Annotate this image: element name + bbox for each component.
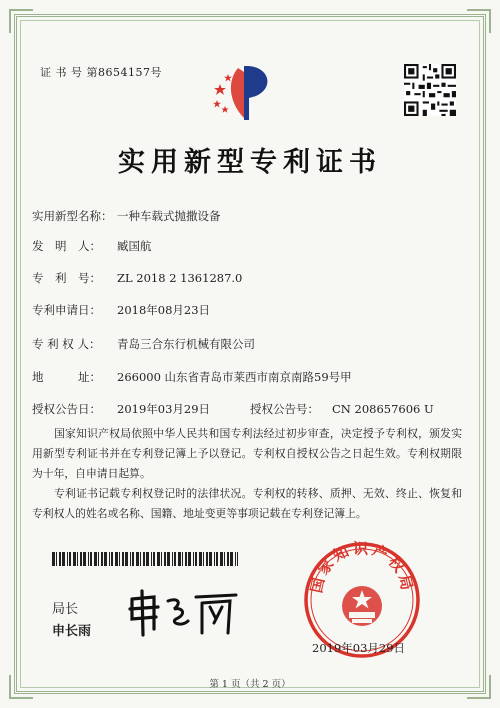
patent-number-value: ZL 2018 2 1361287.0 [117,271,243,285]
seal-date: 2019年03月29日 [312,641,406,655]
address-row [32,369,352,385]
certificate-body [32,424,462,524]
patent-number-label: 专 利 号： [32,271,101,285]
filing-date-label: 专利申请日： [32,303,101,317]
director-title: 局长 [52,602,79,617]
inventor-row [32,238,152,254]
certificate-number: 证 书 号 第8654157号 [40,66,162,79]
body-paragraph-1: 国家知识产权局依照中华人民共和国专利法经过初步审查，决定授予专利权，颁发实用新型专利证书并在专利登记簿上予以登记。专利权自授权公告之日起生效。专利权期限为十年，自申请日起算。 [32,427,462,480]
body-paragraph-2: 专利证书记载专利权登记时的法律状况。专利权的转移、质押、无效、终止、恢复和专利权人的姓名或名称、国籍、地址变更等事项记载在专利登记簿上。 [32,487,462,520]
utility-name-value: 一种车载式抛撒设备 [117,209,221,223]
director-signature-icon [124,585,254,640]
barcode-icon [52,552,238,566]
inventor-label: 发 明 人： [32,239,101,253]
grant-number-row [250,401,434,417]
frame-corner [9,9,33,33]
director-name: 申长雨 [52,624,92,639]
grant-number-label: 授权公告号： [250,402,319,416]
patentee-value: 青岛三合东行机械有限公司 [117,337,255,351]
cnipa-logo-icon [208,62,278,122]
utility-name-label: 实用新型名称： [32,209,113,223]
grant-date-row [32,401,210,417]
qr-code-icon [404,64,456,116]
page-footer: 第 1 页（共 2 页） [209,679,291,690]
utility-name-row [32,208,221,224]
grant-date-value: 2019年03月29日 [117,402,211,416]
frame-corner [467,9,491,33]
patentee-row [32,336,255,352]
certificate-title: 实用新型专利证书 [118,147,382,178]
address-value: 266000 山东省青岛市莱西市南京南路59号甲 [117,370,352,384]
patentee-label: 专 利 权 人： [32,337,101,351]
grant-date-label: 授权公告日： [32,402,101,416]
grant-number-value: CN 208657606 U [332,402,434,416]
address-label: 地 址： [32,370,101,384]
filing-date-row [32,302,210,318]
seal-text: 国家知识产权局 [307,540,417,595]
filing-date-value: 2018年08月23日 [117,303,211,317]
inventor-value: 臧国航 [117,239,152,253]
patent-number-row [32,270,242,286]
